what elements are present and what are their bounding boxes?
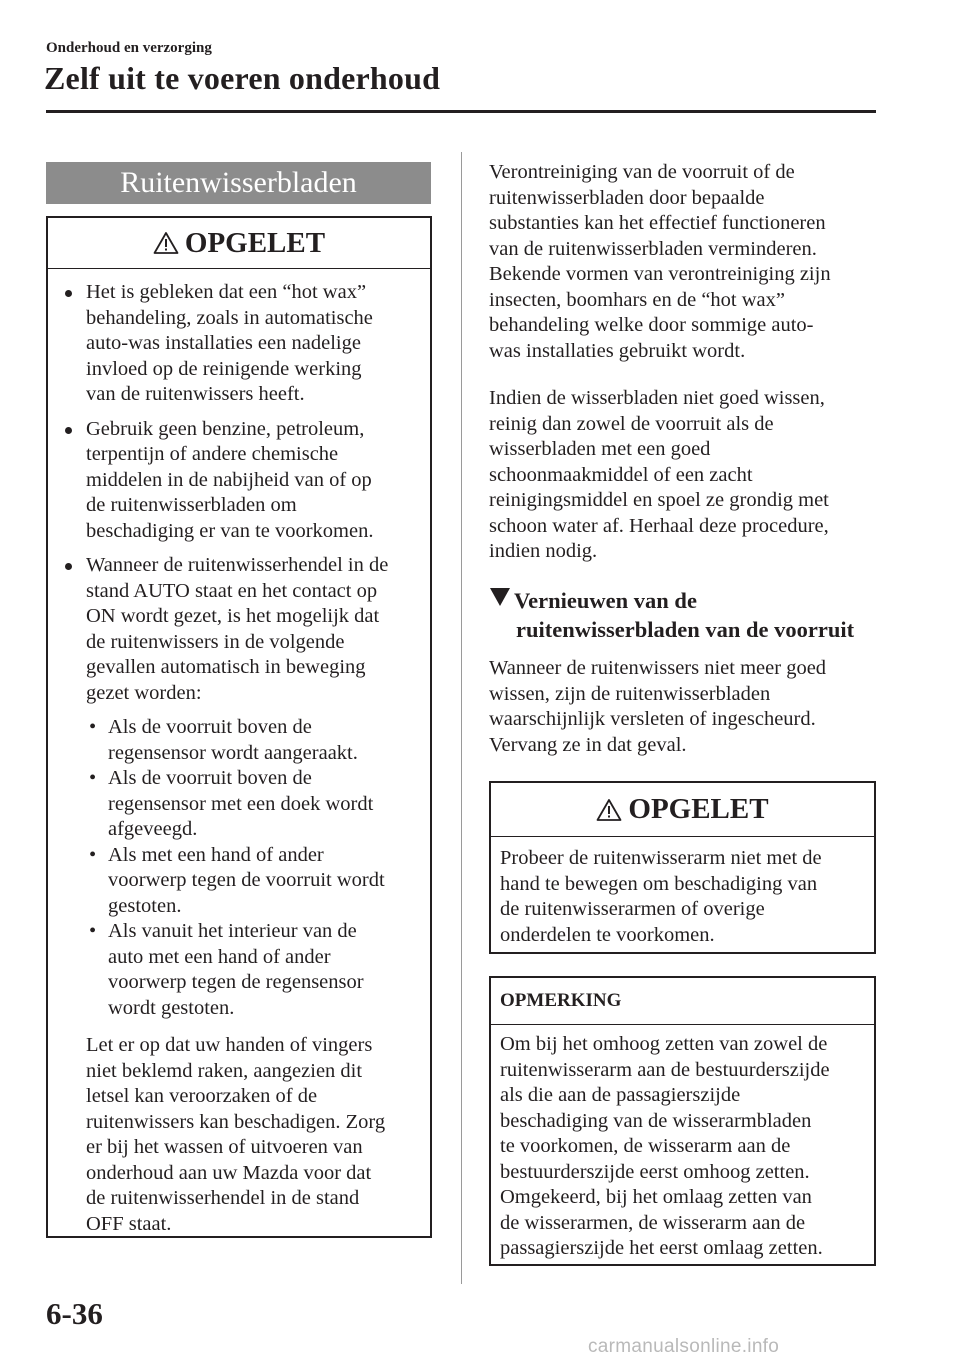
bullet-line: gezet worden: [86, 681, 202, 704]
caution-box-left [46, 216, 432, 1238]
subitem-line: gestoten. [108, 894, 182, 917]
warning-triangle-icon [153, 231, 179, 255]
para-line: van de ruitenwisserbladen verminderen. [489, 237, 817, 260]
para-line: ruitenwisserbladen door bepaalde [489, 186, 765, 209]
replace-paragraph [489, 656, 879, 758]
closing-line: onderhoud aan uw Mazda voor dat [86, 1161, 372, 1184]
note-line: ruitenwisserarm aan de bestuurderszijde [500, 1058, 830, 1081]
note-line: Om bij het omhoog zetten van zowel de [500, 1033, 828, 1055]
bullet-line: invloed op de reinigende werking [86, 357, 362, 380]
section-banner: Ruitenwisserbladen [46, 162, 431, 204]
closing-line: letsel kan veroorzaken of de [86, 1085, 318, 1107]
bullet-line: Gebruik geen benzine, petroleum, [86, 417, 365, 440]
page-number: 6-36 [46, 1296, 103, 1331]
section-subtitle: Onderhoud en verzorging [46, 40, 212, 56]
para-line: was installaties gebruikt wordt. [489, 339, 746, 362]
closing-line: de ruitenwisserhendel in de stand [86, 1187, 360, 1209]
closing-line: OFF staat. [86, 1212, 172, 1235]
subhead-line: Vernieuwen van de [514, 588, 697, 613]
bullet-line: Het is gebleken dat een “hot wax” [86, 281, 367, 303]
bullet-line: gevallen automatisch in beweging [86, 656, 366, 678]
caution-bullet [48, 280, 430, 408]
note-line: te voorkomen, de wisserarm aan de [500, 1135, 791, 1157]
bullet-line: terpentijn of andere chemische [86, 443, 339, 465]
para-line: Wanneer de ruitenwissers niet meer goed [489, 657, 827, 679]
bullet-line: van de ruitenwissers heeft. [86, 383, 305, 405]
caution-line: de ruitenwisserarmen of overige [500, 898, 765, 920]
triangle-bullet-icon [490, 588, 510, 606]
para-line: schoonmaakmiddel of een zacht [489, 463, 753, 486]
subsection-heading [490, 586, 880, 644]
warning-triangle-icon [596, 798, 622, 822]
note-title: OPMERKING [491, 978, 874, 1025]
para-line: behandeling welke door sommige auto- [489, 314, 814, 336]
page-title: Zelf uit te voeren onderhoud [44, 60, 441, 96]
cleaning-paragraph [489, 386, 879, 565]
caution-title: OPGELET [628, 793, 769, 825]
subitem-line: wordt gestoten. [108, 996, 235, 1019]
bullet-line: stand AUTO staat en het contact op [86, 579, 378, 602]
caution-bullet [48, 417, 430, 545]
subitem-line: voorwerp tegen de regensensor [108, 971, 364, 993]
watermark: carmanualsonline.info [588, 1336, 780, 1357]
subitem-line: voorwerp tegen de voorruit wordt [108, 869, 385, 891]
closing-line: niet beklemd raken, aangezien dit [86, 1059, 363, 1082]
para-line: reinig dan zowel de voorruit als de [489, 412, 774, 435]
note-line: beschadiging van de wisserarmbladen [500, 1109, 812, 1132]
para-line: Verontreiniging van de voorruit of de [489, 161, 795, 183]
para-line: wisserbladen met een goed [489, 438, 711, 460]
note-line: passagierszijde het eerst omlaag zetten. [500, 1237, 823, 1259]
para-line: Vervang ze in dat geval. [489, 733, 687, 756]
para-line: Indien de wisserbladen niet goed wissen, [489, 387, 825, 409]
bullet-line: Wanneer de ruitenwisserhendel in de [86, 554, 389, 576]
para-line: substanties kan het effectief functioneren [489, 212, 826, 234]
bullet-line: middelen in de nabijheid van of op [86, 468, 372, 491]
note-box [489, 976, 876, 1266]
note-line: bestuurderszijde eerst omhoog zetten. [500, 1160, 810, 1183]
subitem-line: Als met een hand of ander [108, 843, 324, 866]
caution-title: OPGELET [184, 226, 326, 259]
caution-subitem: • Als de voorruit boven de regensensor wordt aangeraakt. [48, 715, 430, 766]
subitem-line: afgeveegd. [108, 818, 198, 840]
para-line: schoon water af. Herhaal deze procedure, [489, 514, 829, 537]
caution-line: Probeer de ruitenwisserarm niet met de [500, 847, 822, 869]
caution-line: onderdelen te voorkomen. [500, 923, 715, 946]
subitem-line: Als vanuit het interieur van de [108, 920, 357, 942]
column-divider [461, 152, 462, 1284]
caution-header [491, 783, 874, 837]
para-line: Bekende vormen van verontreiniging zijn [489, 263, 831, 285]
bullet-line: beschadiging er van te voorkomen. [86, 519, 374, 542]
note-line: als die aan de passagierszijde [500, 1084, 741, 1106]
subitem-line: regensensor wordt aangeraakt. [108, 741, 358, 764]
bullet-line: ON wordt gezet, is het mogelijk dat [86, 605, 380, 627]
bullet-line: auto-was installaties een nadelige [86, 332, 361, 354]
subitem-line: Als de voorruit boven de [108, 767, 312, 789]
bullet-line: de ruitenwissers in de volgende [86, 630, 345, 653]
caution-subitem: • Als met een hand of ander voorwerp tegen de voorruit wordt gestoten. [48, 843, 430, 920]
closing-line: ruitenwissers kan beschadigen. Zorg [86, 1110, 386, 1133]
caution-box-right [489, 781, 876, 954]
caution-line: hand te bewegen om beschadiging van [500, 872, 818, 895]
caution-header [48, 218, 430, 269]
intro-paragraph [489, 160, 879, 364]
subhead-line: ruitenwisserbladen van de voorruit [516, 617, 855, 642]
header-divider [46, 110, 876, 113]
para-line: reinigingsmiddel en spoel ze grondig met [489, 489, 829, 511]
bullet-line: behandeling, zoals in automatische [86, 306, 373, 329]
subitem-line: auto met een hand of ander [108, 945, 331, 968]
caution-subitem: • Als de voorruit boven de regensensor met een doek wordt afgeveegd. [48, 766, 430, 843]
closing-line: er bij het wassen of uitvoeren van [86, 1136, 363, 1158]
closing-line: Let er op dat uw handen of vingers [86, 1034, 373, 1056]
caution-closing-text [48, 1033, 430, 1237]
para-line: waarschijnlijk versleten of ingescheurd. [489, 708, 816, 730]
bullet-line: de ruitenwisserbladen om [86, 494, 297, 516]
para-line: indien nodig. [489, 540, 598, 562]
note-line: Omgekeerd, bij het omlaag zetten van [500, 1186, 812, 1208]
subitem-line: Als de voorruit boven de [108, 716, 312, 738]
para-line: insecten, boomhars en de “hot wax” [489, 288, 786, 311]
subitem-line: regensensor met een doek wordt [108, 792, 374, 815]
note-line: de wisserarmen, de wisserarm aan de [500, 1211, 806, 1234]
caution-bullet [48, 553, 430, 706]
caution-subitem: • Als vanuit het interieur van de auto met een hand of ander voorwerp tegen de regensensor wordt gestoten. [48, 919, 430, 1021]
para-line: wissen, zijn de ruitenwisserbladen [489, 682, 771, 705]
